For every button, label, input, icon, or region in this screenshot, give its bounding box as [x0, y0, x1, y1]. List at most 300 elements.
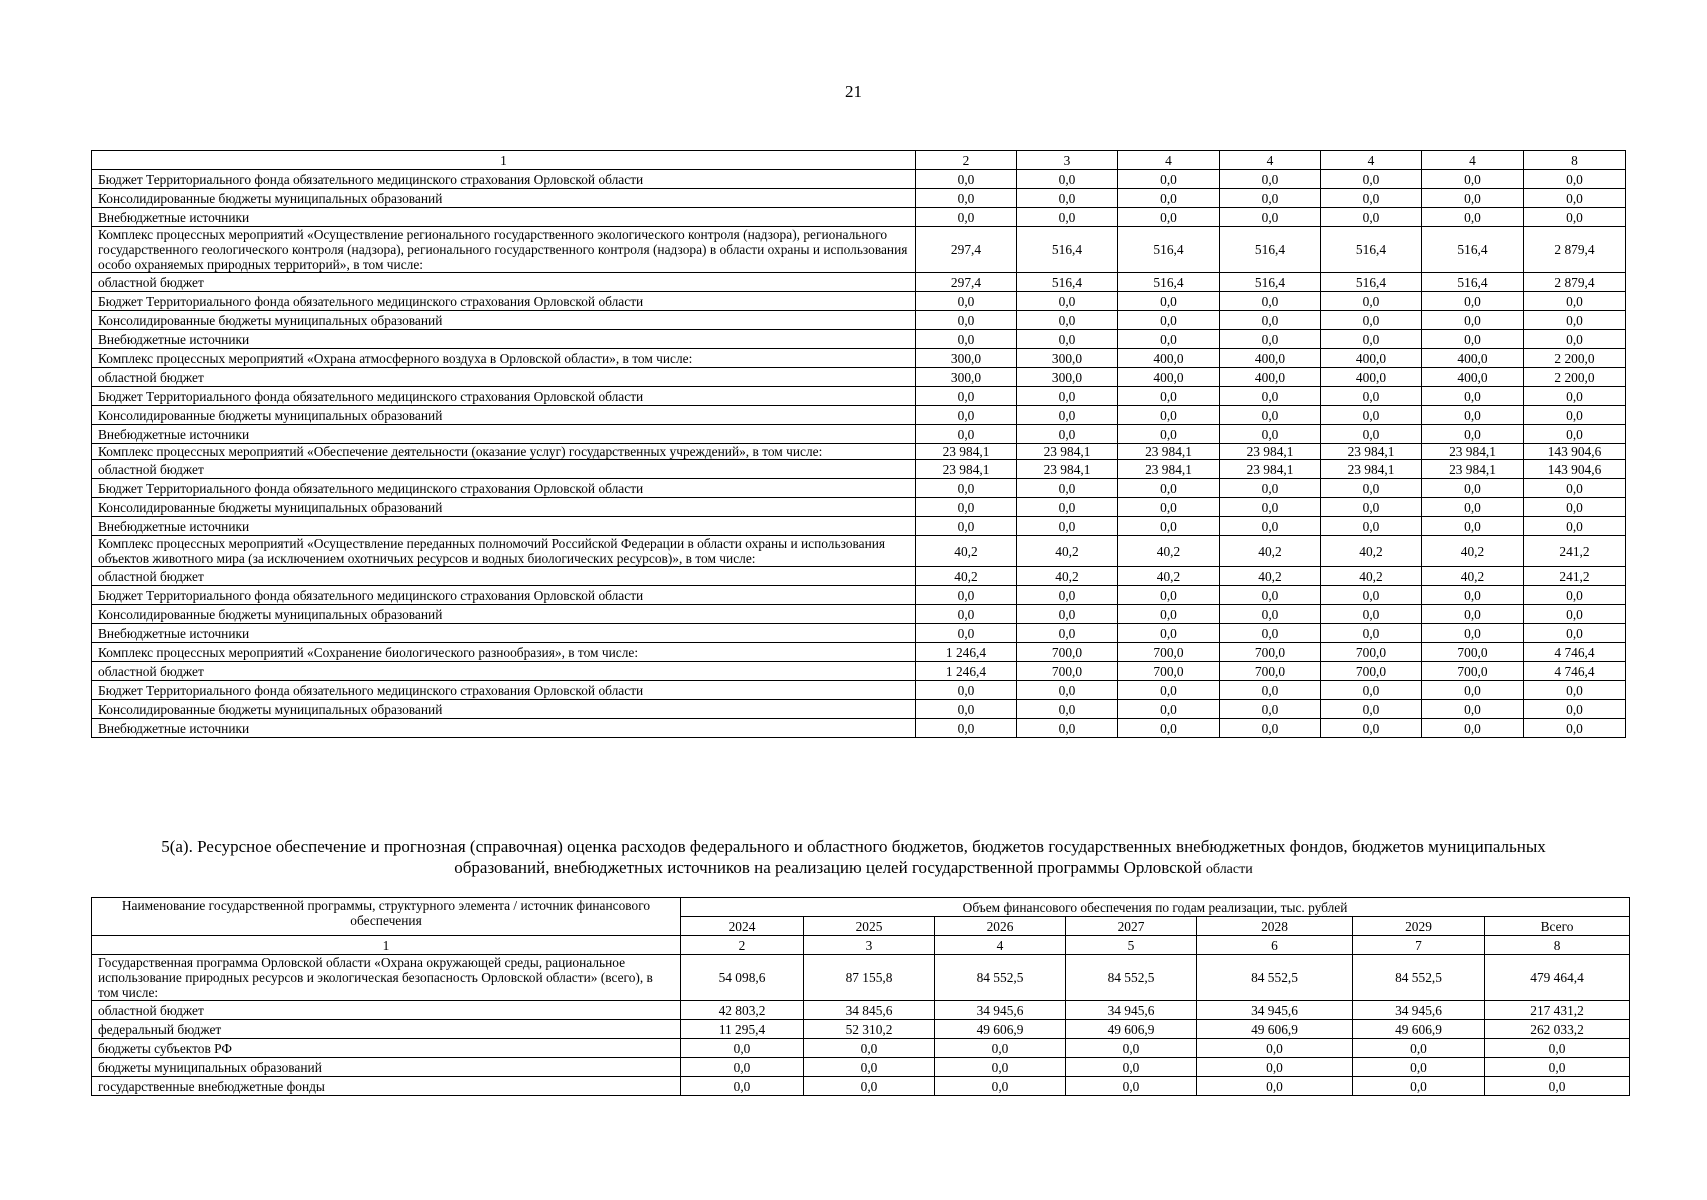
value-cell: 516,4 — [1422, 273, 1524, 292]
row-label: Внебюджетные источники — [92, 517, 916, 536]
table-row — [92, 1039, 1630, 1058]
column-number: 5 — [1066, 936, 1197, 955]
column-number: 8 — [1485, 936, 1630, 955]
year-header: 2026 — [935, 917, 1066, 936]
row-label: Комплекс процессных мероприятий «Охрана атмосферного воздуха в Орловской области», в том числе: — [92, 349, 916, 368]
section-title — [120, 836, 1587, 880]
value-cell: 700,0 — [1220, 662, 1321, 681]
value-cell: 0,0 — [1321, 605, 1422, 624]
value-cell: 0,0 — [1220, 498, 1321, 517]
value-cell: 0,0 — [1422, 387, 1524, 406]
table-row — [92, 349, 1626, 368]
row-label: Внебюджетные источники — [92, 624, 916, 643]
value-cell: 0,0 — [1118, 311, 1220, 330]
value-cell: 0,0 — [1017, 681, 1118, 700]
row-label: Комплекс процессных мероприятий «Осуществление регионального государственного экологического контроля (надзора), регионального государственного геологического контроля (надзора), регионального государственного контроля (надзора) в области охраны и использования особо охраняемых природных территорий», в том числе: — [92, 227, 916, 273]
table-row — [92, 567, 1626, 586]
row-label: Консолидированные бюджеты муниципальных образований — [92, 406, 916, 425]
value-cell: 0,0 — [1321, 189, 1422, 208]
value-cell: 0,0 — [1524, 387, 1626, 406]
value-cell: 0,0 — [1017, 700, 1118, 719]
resource-table-continued — [91, 150, 1626, 738]
table-row — [92, 1001, 1630, 1020]
value-cell: 0,0 — [916, 719, 1017, 738]
value-cell: 0,0 — [1197, 1077, 1353, 1096]
value-cell: 0,0 — [1017, 208, 1118, 227]
value-cell: 0,0 — [1017, 406, 1118, 425]
column-number: 6 — [1197, 936, 1353, 955]
value-cell: 0,0 — [1321, 425, 1422, 444]
value-cell: 0,0 — [1017, 292, 1118, 311]
value-cell: 0,0 — [1321, 719, 1422, 738]
value-cell: 4 746,4 — [1524, 662, 1626, 681]
year-header: 2028 — [1197, 917, 1353, 936]
value-cell: 0,0 — [1524, 498, 1626, 517]
value-cell: 0,0 — [1422, 624, 1524, 643]
value-cell: 4 746,4 — [1524, 643, 1626, 662]
value-cell: 0,0 — [916, 517, 1017, 536]
table-row — [92, 700, 1626, 719]
value-cell: 0,0 — [1524, 719, 1626, 738]
value-cell: 34 945,6 — [1353, 1001, 1485, 1020]
value-cell: 23 984,1 — [1118, 460, 1220, 479]
value-cell: 0,0 — [916, 170, 1017, 189]
row-label: Консолидированные бюджеты муниципальных образований — [92, 189, 916, 208]
row-label: Внебюджетные источники — [92, 719, 916, 738]
value-cell: 84 552,5 — [935, 955, 1066, 1001]
value-cell: 0,0 — [1220, 208, 1321, 227]
column-number: 7 — [1353, 936, 1485, 955]
value-cell: 0,0 — [1220, 517, 1321, 536]
row-label: областной бюджет — [92, 368, 916, 387]
value-cell: 0,0 — [1524, 624, 1626, 643]
value-cell: 0,0 — [1524, 406, 1626, 425]
value-cell: 84 552,5 — [1197, 955, 1353, 1001]
section-title-tail: области — [1205, 862, 1253, 877]
value-cell: 0,0 — [1220, 425, 1321, 444]
value-cell: 0,0 — [916, 498, 1017, 517]
value-cell: 0,0 — [916, 387, 1017, 406]
table-row — [92, 681, 1626, 700]
value-cell: 0,0 — [1118, 479, 1220, 498]
value-cell: 0,0 — [681, 1077, 804, 1096]
value-cell: 0,0 — [1321, 387, 1422, 406]
value-cell: 0,0 — [935, 1058, 1066, 1077]
value-cell: 40,2 — [1017, 536, 1118, 567]
value-cell: 0,0 — [1422, 498, 1524, 517]
value-cell: 0,0 — [916, 624, 1017, 643]
value-cell: 34 845,6 — [804, 1001, 935, 1020]
value-cell: 0,0 — [916, 189, 1017, 208]
year-header: 2029 — [1353, 917, 1485, 936]
value-cell: 0,0 — [916, 208, 1017, 227]
row-label: Бюджет Территориального фонда обязательного медицинского страхования Орловской области — [92, 586, 916, 605]
value-cell: 143 904,6 — [1524, 460, 1626, 479]
table-row — [92, 460, 1626, 479]
value-cell: 0,0 — [1017, 425, 1118, 444]
value-cell: 2 200,0 — [1524, 349, 1626, 368]
value-cell: 0,0 — [1118, 208, 1220, 227]
value-cell: 23 984,1 — [1017, 444, 1118, 460]
value-cell: 700,0 — [1118, 662, 1220, 681]
value-cell: 0,0 — [1422, 719, 1524, 738]
value-cell: 0,0 — [916, 681, 1017, 700]
value-cell: 516,4 — [1220, 273, 1321, 292]
value-cell: 40,2 — [1118, 567, 1220, 586]
name-column-header: Наименование государственной программы, структурного элемента / источник финансового обеспечения — [92, 898, 681, 936]
value-cell: 40,2 — [1220, 567, 1321, 586]
table-row — [92, 605, 1626, 624]
value-cell: 0,0 — [1321, 311, 1422, 330]
value-cell: 516,4 — [1017, 273, 1118, 292]
total-header: Всего — [1485, 917, 1630, 936]
value-cell: 0,0 — [1422, 406, 1524, 425]
year-header: 2025 — [804, 917, 935, 936]
value-cell: 40,2 — [1422, 536, 1524, 567]
value-cell: 0,0 — [1321, 292, 1422, 311]
value-cell: 34 945,6 — [1066, 1001, 1197, 1020]
value-cell: 262 033,2 — [1485, 1020, 1630, 1039]
value-cell: 700,0 — [1220, 643, 1321, 662]
table-row — [92, 955, 1630, 1001]
value-cell: 297,4 — [916, 273, 1017, 292]
value-cell: 11 295,4 — [681, 1020, 804, 1039]
table-row — [92, 170, 1626, 189]
value-cell: 0,0 — [1485, 1077, 1630, 1096]
value-cell: 0,0 — [1422, 292, 1524, 311]
table-row — [92, 330, 1626, 349]
value-cell: 400,0 — [1118, 368, 1220, 387]
value-cell: 0,0 — [1524, 605, 1626, 624]
row-label: областной бюджет — [92, 460, 916, 479]
table-row — [92, 444, 1626, 460]
table-row — [92, 273, 1626, 292]
value-cell: 84 552,5 — [1353, 955, 1485, 1001]
value-cell: 0,0 — [1066, 1077, 1197, 1096]
value-cell: 0,0 — [1321, 479, 1422, 498]
value-cell: 0,0 — [1118, 586, 1220, 605]
value-cell: 0,0 — [1321, 208, 1422, 227]
value-cell: 0,0 — [1422, 425, 1524, 444]
value-cell: 700,0 — [1321, 662, 1422, 681]
value-cell: 516,4 — [1220, 227, 1321, 273]
table-row — [92, 586, 1626, 605]
value-cell: 0,0 — [681, 1039, 804, 1058]
value-cell: 700,0 — [1017, 643, 1118, 662]
row-label: Внебюджетные источники — [92, 208, 916, 227]
value-cell: 516,4 — [1118, 273, 1220, 292]
value-cell: 0,0 — [1017, 387, 1118, 406]
value-cell: 0,0 — [1017, 170, 1118, 189]
page-number: 21 — [845, 82, 862, 101]
row-label: Внебюджетные источники — [92, 425, 916, 444]
value-cell: 0,0 — [681, 1058, 804, 1077]
column-number: 4 — [1220, 151, 1321, 170]
value-cell: 0,0 — [1220, 170, 1321, 189]
value-cell: 0,0 — [1220, 605, 1321, 624]
value-cell: 0,0 — [1321, 406, 1422, 425]
value-cell: 0,0 — [1422, 170, 1524, 189]
row-label: бюджеты субъектов РФ — [92, 1039, 681, 1058]
value-cell: 0,0 — [1017, 517, 1118, 536]
value-cell: 0,0 — [1118, 292, 1220, 311]
value-cell: 0,0 — [916, 330, 1017, 349]
column-number: 4 — [1118, 151, 1220, 170]
value-cell: 300,0 — [916, 349, 1017, 368]
row-label: Государственная программа Орловской области «Охрана окружающей среды, рациональное использование природных ресурсов и экологическая безопасность Орловской области» (всего), в том числе: — [92, 955, 681, 1001]
value-cell: 40,2 — [916, 567, 1017, 586]
value-cell: 700,0 — [1422, 662, 1524, 681]
value-cell: 0,0 — [1017, 586, 1118, 605]
value-cell: 0,0 — [1197, 1058, 1353, 1077]
value-cell: 49 606,9 — [1353, 1020, 1485, 1039]
column-number: 1 — [92, 936, 681, 955]
column-number: 2 — [916, 151, 1017, 170]
column-number: 4 — [935, 936, 1066, 955]
value-cell: 516,4 — [1321, 227, 1422, 273]
value-cell: 49 606,9 — [1197, 1020, 1353, 1039]
value-cell: 0,0 — [1017, 330, 1118, 349]
value-cell: 300,0 — [916, 368, 1017, 387]
value-cell: 0,0 — [1220, 292, 1321, 311]
value-cell: 516,4 — [1321, 273, 1422, 292]
value-cell: 0,0 — [1118, 425, 1220, 444]
value-cell: 0,0 — [1524, 681, 1626, 700]
table-row — [92, 368, 1626, 387]
value-cell: 23 984,1 — [1118, 444, 1220, 460]
value-cell: 0,0 — [1422, 330, 1524, 349]
value-cell: 0,0 — [916, 700, 1017, 719]
row-label: Консолидированные бюджеты муниципальных образований — [92, 700, 916, 719]
value-cell: 2 879,4 — [1524, 273, 1626, 292]
table-row — [92, 208, 1626, 227]
row-label: областной бюджет — [92, 1001, 681, 1020]
value-cell: 23 984,1 — [1422, 444, 1524, 460]
value-cell: 400,0 — [1118, 349, 1220, 368]
value-cell: 0,0 — [1118, 498, 1220, 517]
value-cell: 0,0 — [1422, 189, 1524, 208]
value-cell: 23 984,1 — [916, 444, 1017, 460]
value-cell: 400,0 — [1422, 368, 1524, 387]
value-cell: 0,0 — [916, 425, 1017, 444]
value-cell: 0,0 — [1422, 586, 1524, 605]
table-row — [92, 662, 1626, 681]
table-row — [92, 517, 1626, 536]
table-row — [92, 311, 1626, 330]
value-cell: 0,0 — [1524, 292, 1626, 311]
value-cell: 0,0 — [1353, 1058, 1485, 1077]
value-cell: 700,0 — [1118, 643, 1220, 662]
value-cell: 400,0 — [1220, 368, 1321, 387]
year-header: 2027 — [1066, 917, 1197, 936]
row-label: государственные внебюджетные фонды — [92, 1077, 681, 1096]
table-row — [92, 624, 1626, 643]
table-row — [92, 1020, 1630, 1039]
value-cell: 0,0 — [1118, 170, 1220, 189]
value-cell: 700,0 — [1422, 643, 1524, 662]
table-row — [92, 227, 1626, 273]
value-cell: 1 246,4 — [916, 643, 1017, 662]
table-row — [92, 643, 1626, 662]
value-cell: 0,0 — [1220, 700, 1321, 719]
value-cell: 0,0 — [1017, 719, 1118, 738]
column-number: 3 — [1017, 151, 1118, 170]
value-cell: 52 310,2 — [804, 1020, 935, 1039]
value-cell: 0,0 — [1017, 479, 1118, 498]
value-cell: 0,0 — [1017, 189, 1118, 208]
value-cell: 0,0 — [1197, 1039, 1353, 1058]
value-cell: 1 246,4 — [916, 662, 1017, 681]
value-cell: 0,0 — [1524, 170, 1626, 189]
year-header: 2024 — [681, 917, 804, 936]
value-cell: 2 879,4 — [1524, 227, 1626, 273]
value-cell: 0,0 — [1118, 681, 1220, 700]
table-row — [92, 536, 1626, 567]
value-cell: 0,0 — [1220, 624, 1321, 643]
value-cell: 84 552,5 — [1066, 955, 1197, 1001]
table-row — [92, 479, 1626, 498]
value-cell: 40,2 — [1017, 567, 1118, 586]
value-cell: 23 984,1 — [1321, 460, 1422, 479]
value-cell: 241,2 — [1524, 567, 1626, 586]
value-cell: 297,4 — [916, 227, 1017, 273]
value-cell: 23 984,1 — [1017, 460, 1118, 479]
value-cell: 0,0 — [1118, 624, 1220, 643]
row-label: Консолидированные бюджеты муниципальных образований — [92, 311, 916, 330]
row-label: бюджеты муниципальных образований — [92, 1058, 681, 1077]
table-row — [92, 719, 1626, 738]
value-cell: 0,0 — [1422, 700, 1524, 719]
row-label: областной бюджет — [92, 273, 916, 292]
value-cell: 400,0 — [1321, 368, 1422, 387]
value-cell: 0,0 — [1524, 700, 1626, 719]
value-cell: 34 945,6 — [935, 1001, 1066, 1020]
column-number: 3 — [804, 936, 935, 955]
value-cell: 0,0 — [1321, 700, 1422, 719]
row-label: Бюджет Территориального фонда обязательного медицинского страхования Орловской области — [92, 170, 916, 189]
value-cell: 49 606,9 — [1066, 1020, 1197, 1039]
value-cell: 49 606,9 — [935, 1020, 1066, 1039]
value-cell: 0,0 — [1321, 498, 1422, 517]
value-cell: 143 904,6 — [1524, 444, 1626, 460]
column-number: 8 — [1524, 151, 1626, 170]
value-cell: 0,0 — [1422, 208, 1524, 227]
value-cell: 0,0 — [1220, 311, 1321, 330]
value-cell: 0,0 — [1524, 189, 1626, 208]
value-cell: 241,2 — [1524, 536, 1626, 567]
value-cell: 0,0 — [1524, 208, 1626, 227]
value-cell: 0,0 — [1017, 624, 1118, 643]
value-cell: 0,0 — [935, 1039, 1066, 1058]
value-cell: 0,0 — [1220, 387, 1321, 406]
value-cell: 300,0 — [1017, 368, 1118, 387]
value-cell: 40,2 — [1422, 567, 1524, 586]
value-cell: 0,0 — [1220, 479, 1321, 498]
value-cell: 700,0 — [1017, 662, 1118, 681]
value-cell: 0,0 — [1353, 1077, 1485, 1096]
value-cell: 87 155,8 — [804, 955, 935, 1001]
value-cell: 0,0 — [1422, 605, 1524, 624]
value-cell: 300,0 — [1017, 349, 1118, 368]
value-cell: 0,0 — [1017, 605, 1118, 624]
row-label: федеральный бюджет — [92, 1020, 681, 1039]
value-cell: 0,0 — [935, 1077, 1066, 1096]
value-cell: 0,0 — [1524, 517, 1626, 536]
value-cell: 400,0 — [1422, 349, 1524, 368]
value-cell: 0,0 — [1118, 387, 1220, 406]
table-row — [92, 1077, 1630, 1096]
row-label: Бюджет Территориального фонда обязательного медицинского страхования Орловской области — [92, 479, 916, 498]
table-row — [92, 498, 1626, 517]
value-cell: 0,0 — [1524, 425, 1626, 444]
value-cell: 42 803,2 — [681, 1001, 804, 1020]
value-cell: 0,0 — [1118, 719, 1220, 738]
value-cell: 0,0 — [916, 605, 1017, 624]
value-cell: 0,0 — [1118, 406, 1220, 425]
value-cell: 0,0 — [1118, 517, 1220, 536]
value-cell: 516,4 — [1118, 227, 1220, 273]
column-number-row — [92, 151, 1626, 170]
value-cell: 0,0 — [1017, 311, 1118, 330]
table-row — [92, 425, 1626, 444]
section-title-main: 5(а). Ресурсное обеспечение и прогнозная (справочная) оценка расходов федерального и областного бюджетов, бюджетов государственных внебюджетных фондов, бюджетов муниципальных образований, внебюджетных источников на реализацию целей государственной программы Орловской — [161, 837, 1546, 877]
value-cell: 40,2 — [1220, 536, 1321, 567]
value-cell: 0,0 — [1485, 1039, 1630, 1058]
value-cell: 0,0 — [916, 311, 1017, 330]
row-label: областной бюджет — [92, 567, 916, 586]
value-cell: 0,0 — [1485, 1058, 1630, 1077]
value-cell: 217 431,2 — [1485, 1001, 1630, 1020]
value-cell: 0,0 — [804, 1077, 935, 1096]
value-cell: 0,0 — [1066, 1039, 1197, 1058]
value-cell: 0,0 — [1220, 330, 1321, 349]
value-cell: 0,0 — [1422, 479, 1524, 498]
value-cell: 0,0 — [804, 1058, 935, 1077]
value-cell: 40,2 — [1118, 536, 1220, 567]
value-cell: 479 464,4 — [1485, 955, 1630, 1001]
table-row — [92, 292, 1626, 311]
value-cell: 0,0 — [1118, 700, 1220, 719]
volume-column-header: Объем финансового обеспечения по годам реализации, тыс. рублей — [681, 898, 1630, 917]
table-row — [92, 406, 1626, 425]
value-cell: 0,0 — [916, 479, 1017, 498]
header-row — [92, 898, 1630, 917]
row-label: Комплекс процессных мероприятий «Сохранение биологического разнообразия», в том числе: — [92, 643, 916, 662]
column-number: 2 — [681, 936, 804, 955]
value-cell: 0,0 — [1220, 681, 1321, 700]
table-row — [92, 189, 1626, 208]
column-number: 4 — [1321, 151, 1422, 170]
row-label: Внебюджетные источники — [92, 330, 916, 349]
value-cell: 0,0 — [804, 1039, 935, 1058]
value-cell: 0,0 — [1066, 1058, 1197, 1077]
row-label: Комплекс процессных мероприятий «Осуществление переданных полномочий Российской Федерации в области охраны и использования объектов животного мира (за исключением охотничьих ресурсов и водных биологических ресурсов)», в том числе: — [92, 536, 916, 567]
value-cell: 0,0 — [1353, 1039, 1485, 1058]
value-cell: 0,0 — [1524, 586, 1626, 605]
value-cell: 700,0 — [1321, 643, 1422, 662]
value-cell: 0,0 — [1422, 311, 1524, 330]
row-label: Консолидированные бюджеты муниципальных образований — [92, 498, 916, 517]
value-cell: 0,0 — [1118, 330, 1220, 349]
value-cell: 0,0 — [1118, 189, 1220, 208]
value-cell: 0,0 — [1321, 681, 1422, 700]
column-number: 1 — [92, 151, 916, 170]
value-cell: 0,0 — [916, 406, 1017, 425]
value-cell: 23 984,1 — [1321, 444, 1422, 460]
table-row — [92, 387, 1626, 406]
value-cell: 34 945,6 — [1197, 1001, 1353, 1020]
value-cell: 0,0 — [1321, 624, 1422, 643]
